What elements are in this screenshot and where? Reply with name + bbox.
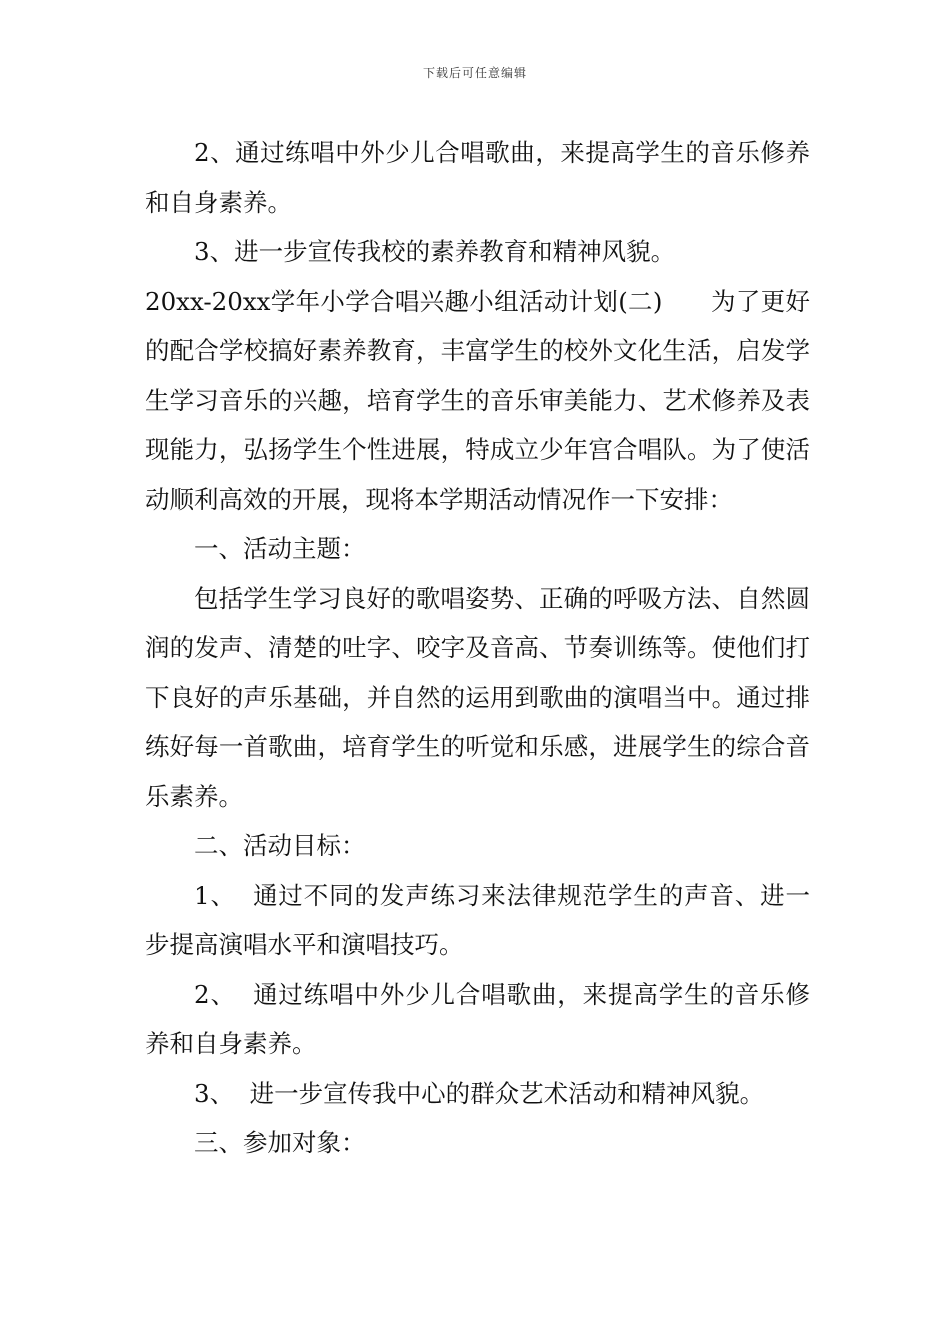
paragraph-plan-intro: 20xx-20xx学年小学合唱兴趣小组活动计划(二) 为了更好的配合学校搞好素养教育，丰富学生的校外文化生活，启发学生学习音乐的兴趣，培育学生的音乐审美能力、艺术修养及表现能力，弘扬学生个性进展，特成立少年宫合唱队。为了使活动顺利高效的开展，现将本学期活动情况作一下安排： <box>145 286 810 514</box>
paragraph-goal-2: 2、通过练唱中外少儿合唱歌曲，来提高学生的音乐修养和自身素养。 <box>145 138 810 217</box>
section-heading-goals: 二、活动目标： <box>194 831 366 860</box>
section-heading-participants: 三、参加对象： <box>194 1128 366 1157</box>
paragraph-target-1: 1、 通过不同的发声练习来法律规范学生的声音、进一步提高演唱水平和演唱技巧。 <box>145 880 810 959</box>
page-header-note: 下载后可任意编辑 <box>422 66 527 80</box>
paragraph-goal-3: 3、进一步宣传我校的素养教育和精神风貌。 <box>194 237 676 266</box>
document-body <box>145 128 810 1168</box>
paragraph-target-2: 2、 通过练唱中外少儿合唱歌曲，来提高学生的音乐修养和自身素养。 <box>145 979 810 1058</box>
paragraph-theme-content: 包括学生学习良好的歌唱姿势、正确的呼吸方法、自然圆润的发声、清楚的吐字、咬字及音高、节奏训练等。使他们打下良好的声乐基础，并自然的运用到歌曲的演唱当中。通过排练好每一首歌曲，培育学生的听觉和乐感，进展学生的综合音乐素养。 <box>145 583 810 811</box>
section-heading-theme: 一、活动主题： <box>194 534 366 563</box>
paragraph-target-3: 3、 进一步宣传我中心的群众艺术活动和精神风貌。 <box>194 1078 765 1108</box>
